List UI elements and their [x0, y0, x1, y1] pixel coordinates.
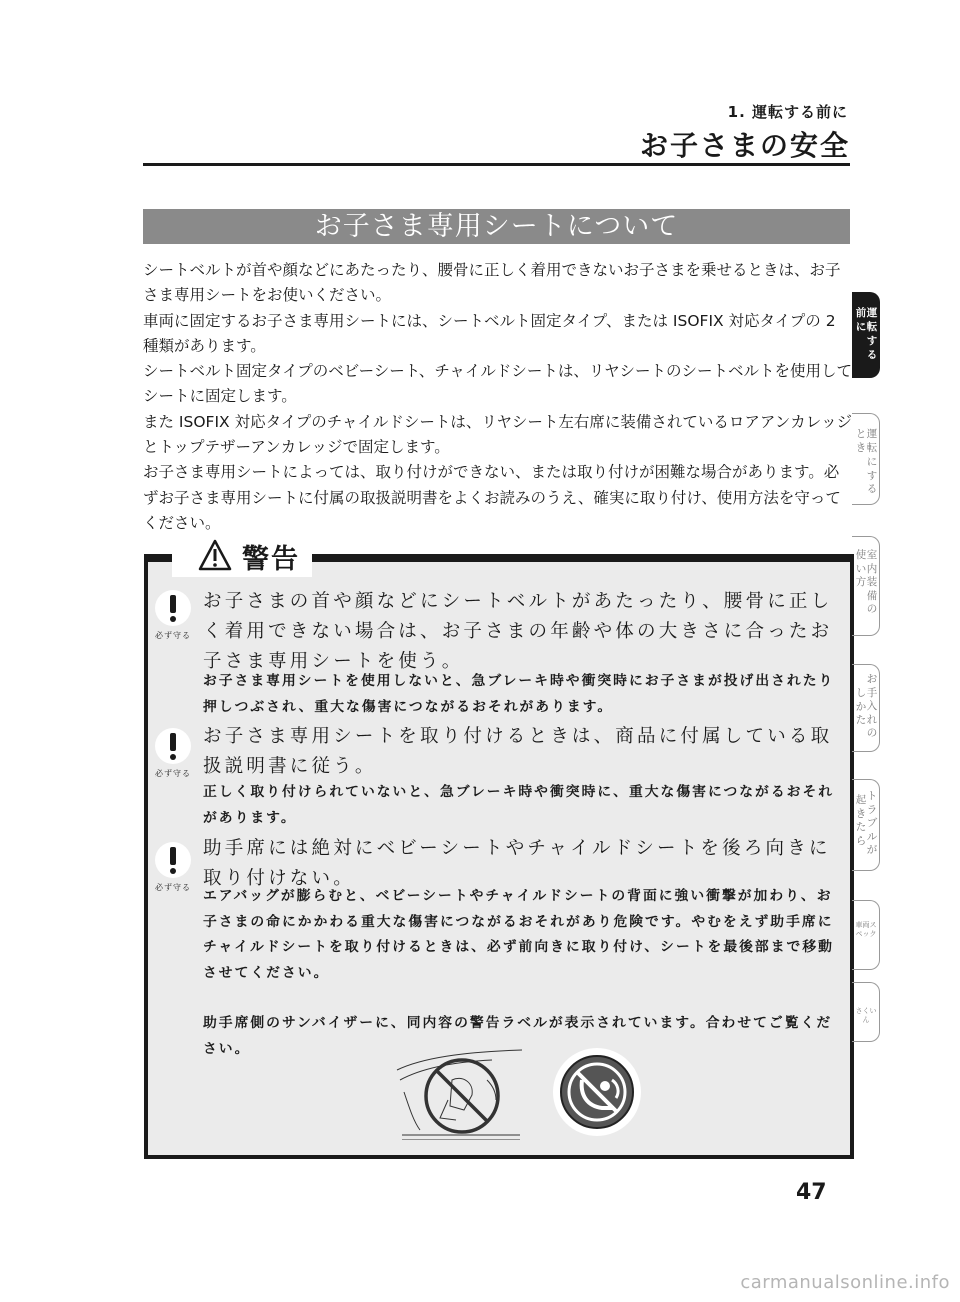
side-tab-text: 車両スペック	[855, 921, 877, 938]
section-banner: お子さま専用シートについて	[143, 209, 850, 244]
warning-item-detail: 正しく取り付けられていないと、急ブレーキ時や衝突時に、重大な傷害につながるおそれがあります。	[203, 784, 835, 826]
warning-item-heading: 助手席には絶対にベビーシートやチャイルドシートを後ろ向きに取り付けない。	[203, 838, 831, 889]
warning-title: 警告	[242, 544, 300, 575]
must-follow-caption: 必ず守る	[155, 769, 191, 778]
side-tab-text: さくいん	[855, 1007, 877, 1024]
exclamation-circle-icon	[154, 841, 192, 879]
side-tab-text: しかた	[855, 687, 867, 726]
side-tab-text: お手入れの	[866, 673, 878, 739]
car-interior-sketch	[397, 1050, 522, 1140]
side-tab-text: 運転	[866, 307, 878, 333]
side-tab-interior-equipment[interactable]	[852, 536, 880, 636]
exclamation-circle-icon	[154, 727, 192, 765]
must-follow-caption: 必ず守る	[155, 883, 191, 892]
chapter-label: 1. 運転する前に	[727, 103, 848, 121]
warning-triangle-icon	[198, 539, 232, 571]
warning-item-detail: 助手席側のサンバイザーに、同内容の警告ラベルが表示されています。合わせてご覧ください。	[203, 1015, 833, 1057]
side-tab-text: とき	[855, 428, 867, 454]
side-tab-text: 起きたら	[855, 794, 867, 847]
warning-item-detail: エアバッグが膨らむと、ベビーシートやチャイルドシートの背面に強い衝撃が加わり、お子さまの命にかかわる重大な傷害につながるおそれがあり危険です。やむをえず助手席にチャイルドシートを取り付けるときは、必ず前向きに取り付け、シートを最後部まで移動させてください。	[203, 888, 834, 981]
side-tab-text: 運転	[866, 428, 878, 454]
exclamation-circle-icon	[154, 589, 192, 627]
watermark: carmanualsonline.info	[740, 1272, 950, 1293]
side-tab-text: 使い方	[855, 549, 867, 588]
body-paragraph: また ISOFIX 対応タイプのチャイルドシートは、リヤシート左右席に装備されているロアアンカレッジとトップテザーアンカレッジで固定します。	[143, 412, 853, 457]
warning-item-detail: お子さま専用シートを使用しないと、急ブレーキ時や衝突時にお子さまが投げ出されたり押しつぶされ、重大な傷害につながるおそれがあります。	[203, 673, 835, 715]
side-tab-vehicle-specs[interactable]	[852, 900, 880, 970]
side-tab-before-driving[interactable]	[852, 292, 880, 378]
must-follow-caption: 必ず守る	[155, 631, 191, 640]
side-tab-text: 室内装備の	[866, 549, 878, 615]
no-rear-facing-child-seat-icon	[553, 1048, 641, 1136]
side-tab-troubleshooting[interactable]	[852, 779, 880, 871]
side-tab-index[interactable]	[852, 982, 880, 1042]
body-paragraph: 車両に固定するお子さま専用シートには、シートベルト固定タイプ、または ISOFIX 対応タイプの 2 種類があります。	[143, 311, 836, 355]
warning-item-heading: お子さまの首や顔などにシートベルトがあたったり、腰骨に正しく着用できない場合は、お子さまの年齢や体の大きさに合ったお子さま専用シートを使う。	[203, 591, 833, 672]
must-follow-icon	[152, 589, 194, 641]
side-tab-text: する	[866, 335, 878, 361]
page-title: お子さまの安全	[639, 129, 850, 162]
side-tab-while-driving[interactable]	[852, 413, 880, 505]
must-follow-icon	[152, 841, 194, 893]
warning-item-heading: お子さま専用シートを取り付けるときは、商品に付属している取扱説明書に従う。	[203, 726, 833, 777]
airbag-warning-illustration	[392, 1040, 672, 1140]
side-tab-text: 前に	[855, 307, 867, 333]
page-number: 47	[796, 1180, 827, 1205]
side-tab-text: にする	[866, 456, 878, 495]
body-paragraph: シートベルトが首や顔などにあたったり、腰骨に正しく着用できないお子さまを乗せるときは、お子さま専用シートをお使いください。	[143, 261, 841, 305]
side-tab-maintenance[interactable]	[852, 664, 880, 752]
header-rule	[143, 163, 850, 166]
body-paragraph: お子さま専用シートによっては、取り付けができない、または取り付けが困難な場合があります。必ずお子さま専用シートに付属の取扱説明書をよくお読みのうえ、確実に取り付け、使用方法を守ってください。	[143, 463, 841, 532]
must-follow-icon	[152, 727, 194, 779]
side-tab-text: トラブルが	[866, 790, 878, 856]
body-paragraph: シートベルト固定タイプのベビーシート、チャイルドシートは、リヤシートのシートベルトを使用してシートに固定します。	[143, 362, 852, 406]
body-text	[143, 258, 853, 536]
